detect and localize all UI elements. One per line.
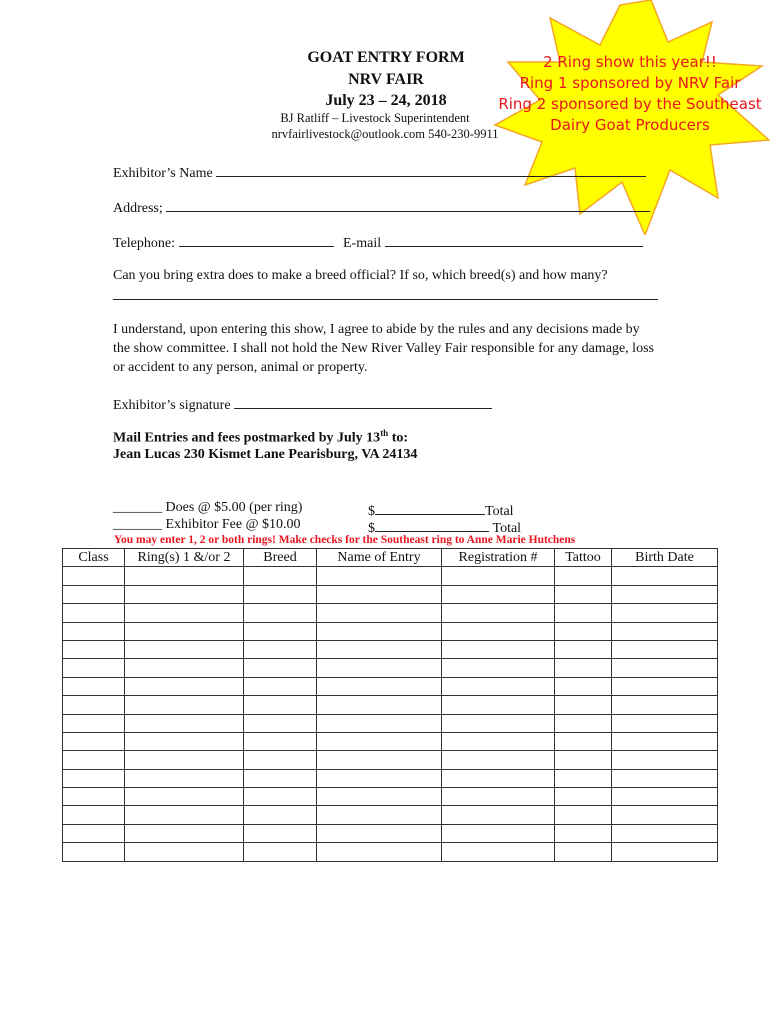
table-cell[interactable] [442,732,555,750]
table-cell[interactable] [317,696,442,714]
table-cell[interactable] [125,714,244,732]
table-cell[interactable] [442,622,555,640]
table-row [63,824,718,842]
table-cell[interactable] [317,604,442,622]
table-cell[interactable] [125,732,244,750]
table-cell[interactable] [612,659,718,677]
table-cell[interactable] [125,604,244,622]
table-cell[interactable] [125,659,244,677]
table-cell[interactable] [125,677,244,695]
exhibitor-fee-count-field[interactable]: _______ [113,517,162,532]
table-cell[interactable] [63,677,125,695]
table-cell[interactable] [125,696,244,714]
table-cell[interactable] [63,714,125,732]
mail-instruction-sup: th [380,428,389,438]
does-count-field[interactable]: _______ [113,500,162,515]
table-row [63,732,718,750]
table-cell[interactable] [244,751,317,769]
table-cell[interactable] [555,714,612,732]
table-cell[interactable] [244,788,317,806]
table-cell[interactable] [63,696,125,714]
table-cell[interactable] [244,769,317,787]
table-cell[interactable] [63,604,125,622]
address-field[interactable] [166,197,650,212]
table-row [63,585,718,603]
table-cell[interactable] [442,677,555,695]
telephone-field[interactable] [179,232,334,247]
table-cell[interactable] [555,824,612,842]
table-cell[interactable] [612,677,718,695]
does-total-prefix: $ [368,504,375,519]
table-row [63,843,718,861]
table-cell[interactable] [442,585,555,603]
table-cell[interactable] [555,640,612,658]
table-cell[interactable] [555,806,612,824]
table-cell[interactable] [612,843,718,861]
table-cell[interactable] [555,585,612,603]
table-row [63,659,718,677]
table-cell[interactable] [612,806,718,824]
table-cell[interactable] [612,640,718,658]
table-cell[interactable] [442,696,555,714]
contact-info: nrvfairlivestock@outlook.com 540-230-9911 [271,127,499,141]
table-cell[interactable] [612,751,718,769]
table-cell[interactable] [612,769,718,787]
table-cell[interactable] [555,732,612,750]
table-cell[interactable] [555,788,612,806]
header-breed: Breed [244,549,317,567]
table-cell[interactable] [317,677,442,695]
header-registration: Registration # [442,549,555,567]
header-tattoo: Tattoo [555,549,612,567]
fair-dates: July 23 – 24, 2018 [325,92,447,109]
breed-question: Can you bring extra does to make a breed official? If so, which breed(s) and how many? [113,268,608,283]
fee-total-prefix: $ [368,521,375,536]
table-cell[interactable] [63,788,125,806]
table-cell[interactable] [317,788,442,806]
table-cell[interactable] [125,640,244,658]
table-cell[interactable] [442,567,555,585]
table-row [63,677,718,695]
table-cell[interactable] [442,604,555,622]
table-cell[interactable] [244,622,317,640]
table-cell[interactable] [63,659,125,677]
signature-row [113,394,492,414]
table-cell[interactable] [317,732,442,750]
table-cell[interactable] [244,585,317,603]
mail-instruction-text: Mail Entries and fees postmarked by July 13 [113,430,381,446]
table-cell[interactable] [125,806,244,824]
table-cell[interactable] [63,567,125,585]
email-label: E-mail [343,236,382,251]
exhibitor-name-row [113,162,646,182]
mail-address: Jean Lucas 230 Kismet Lane Pearisburg, VA 24134 [113,447,418,462]
address-label: Address; [113,201,163,216]
table-row [63,567,718,585]
table-cell[interactable] [317,824,442,842]
table-cell[interactable] [63,843,125,861]
table-cell[interactable] [63,640,125,658]
table-row [63,806,718,824]
table-cell[interactable] [442,769,555,787]
table-cell[interactable] [442,806,555,824]
starburst-line-4: Dairy Goat Producers [550,116,710,134]
table-cell[interactable] [442,788,555,806]
table-cell[interactable] [317,622,442,640]
exhibitor-fee-label: Exhibitor Fee @ $10.00 [165,517,301,532]
table-cell[interactable] [125,788,244,806]
starburst-line-2: Ring 1 sponsored by NRV Fair [519,74,741,92]
table-cell[interactable] [63,732,125,750]
table-cell[interactable] [63,806,125,824]
does-total-field[interactable] [375,500,485,515]
table-cell[interactable] [555,567,612,585]
email-field[interactable] [385,232,643,247]
exhibitor-name-label: Exhibitor’s Name [113,166,213,181]
table-cell[interactable] [125,824,244,842]
table-cell[interactable] [63,751,125,769]
table-cell[interactable] [125,585,244,603]
table-cell[interactable] [317,640,442,658]
table-cell[interactable] [63,622,125,640]
table-cell[interactable] [125,567,244,585]
agreement-text: I understand, upon entering this show, I agree to abide by the rules and any decisions made by the show committee. I shall not hold the New River Valley Fair responsible for any damage, loss or accident to any person, animal or property. [113,322,654,375]
signature-field[interactable] [234,394,492,409]
header-rings: Ring(s) 1 &/or 2 [125,549,244,567]
does-fee-row [113,500,302,516]
table-cell[interactable] [612,567,718,585]
table-cell[interactable] [244,640,317,658]
table-row [63,769,718,787]
table-cell[interactable] [612,622,718,640]
form-title: GOAT ENTRY FORM [307,49,465,66]
table-cell[interactable] [317,806,442,824]
does-fee-label: Does @ $5.00 (per ring) [165,500,303,515]
table-cell[interactable] [555,843,612,861]
table-cell[interactable] [555,659,612,677]
table-cell[interactable] [244,567,317,585]
table-cell[interactable] [442,659,555,677]
fair-name: NRV FAIR [348,71,424,88]
table-cell[interactable] [555,604,612,622]
signature-label: Exhibitor’s signature [113,398,231,413]
table-cell[interactable] [125,751,244,769]
table-row [63,751,718,769]
header-class: Class [63,549,125,567]
table-cell[interactable] [612,824,718,842]
table-cell[interactable] [63,585,125,603]
table-cell[interactable] [244,604,317,622]
table-cell[interactable] [63,824,125,842]
table-cell[interactable] [442,714,555,732]
table-cell[interactable] [555,622,612,640]
telephone-label: Telephone: [113,236,175,251]
telephone-row [113,232,643,252]
table-row [63,622,718,640]
table-cell[interactable] [244,659,317,677]
table-cell[interactable] [612,732,718,750]
table-cell[interactable] [317,714,442,732]
address-row [113,197,650,217]
table-cell[interactable] [244,677,317,695]
table-header-row [63,549,718,567]
table-cell[interactable] [555,769,612,787]
table-cell[interactable] [442,640,555,658]
table-cell[interactable] [244,696,317,714]
table-cell[interactable] [244,714,317,732]
header-birth-date: Birth Date [612,549,718,567]
table-cell[interactable] [125,769,244,787]
fee-total-label: Total [492,521,522,536]
exhibitor-fee-row [113,517,301,533]
table-cell[interactable] [442,824,555,842]
table-cell[interactable] [612,714,718,732]
exhibitor-name-field[interactable] [216,162,646,177]
header-name-of-entry: Name of Entry [317,549,442,567]
mail-instruction-post: to: [388,430,409,446]
table-cell[interactable] [555,751,612,769]
rings-note: You may enter 1, 2 or both rings! Make checks for the Southeast ring to Anne Marie Hutchens [114,534,576,546]
table-row [63,604,718,622]
table-cell[interactable] [244,732,317,750]
table-cell[interactable] [317,567,442,585]
table-cell[interactable] [317,585,442,603]
does-total-label: Total [485,504,514,519]
table-cell[interactable] [612,604,718,622]
fee-total-field[interactable] [375,517,489,532]
table-cell[interactable] [612,585,718,603]
table-cell[interactable] [442,843,555,861]
entries-table [62,548,718,862]
table-cell[interactable] [244,806,317,824]
breed-answer-field[interactable] [113,299,658,300]
table-cell[interactable] [63,769,125,787]
table-cell[interactable] [317,659,442,677]
starburst-line-1: 2 Ring show this year!! [543,53,717,71]
entries-body [63,567,718,861]
table-cell[interactable] [317,769,442,787]
table-cell[interactable] [555,696,612,714]
table-cell[interactable] [244,843,317,861]
mail-instruction [113,428,408,447]
table-row [63,714,718,732]
table-cell[interactable] [125,843,244,861]
table-cell[interactable] [442,751,555,769]
table-row [63,696,718,714]
table-row [63,640,718,658]
table-cell[interactable] [317,843,442,861]
table-cell[interactable] [612,788,718,806]
table-cell[interactable] [244,824,317,842]
starburst-line-3: Ring 2 sponsored by the Southeast [498,95,762,113]
table-row [63,788,718,806]
table-cell[interactable] [612,696,718,714]
table-cell[interactable] [317,751,442,769]
table-cell[interactable] [125,622,244,640]
superintendent: BJ Ratliff – Livestock Superintendent [280,111,470,125]
table-cell[interactable] [555,677,612,695]
